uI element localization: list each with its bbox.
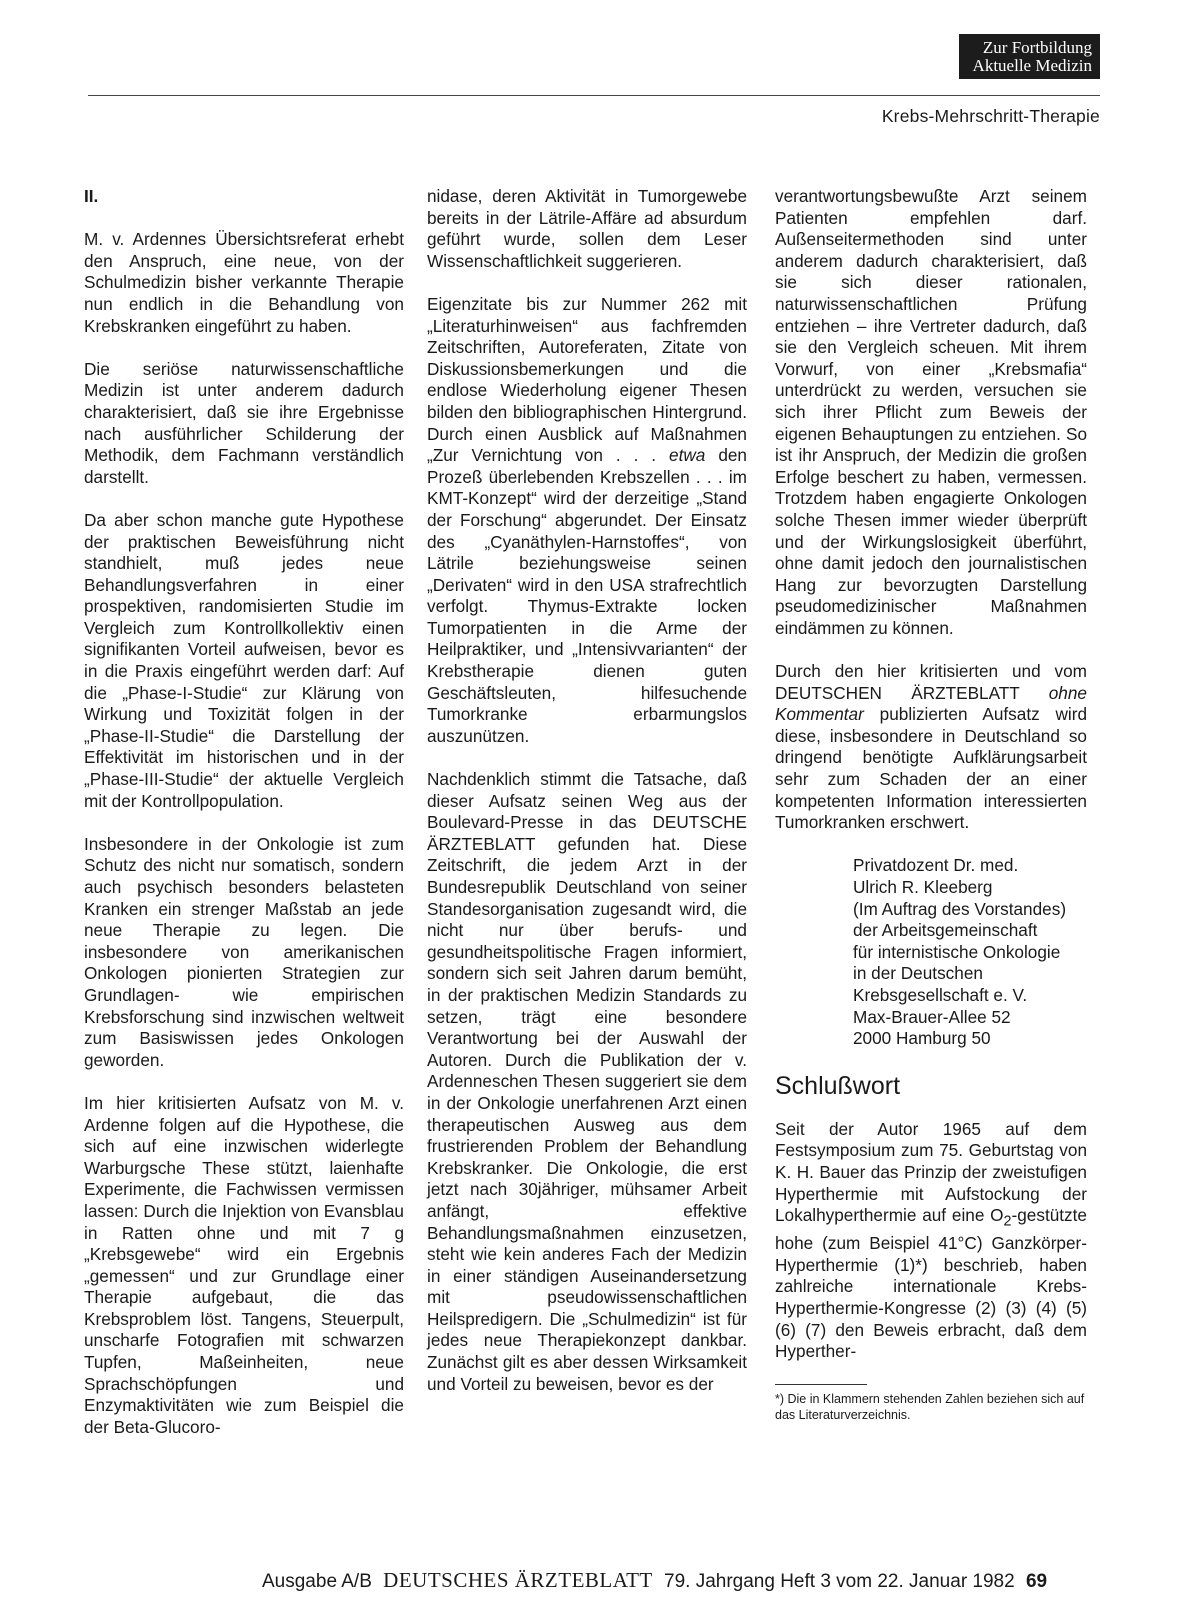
footnote-rule: [775, 1384, 867, 1385]
page-footer: [262, 1568, 1047, 1593]
edition-label: Ausgabe A/B: [262, 1571, 372, 1592]
section-tag-line-1: Zur Fortbildung: [982, 38, 1092, 57]
text-run: den Prozeß überlebenden Krebszellen . . . im KMT-Konzept“ wird der derzeitige „Stand der Forschung“ abgerundet. Der Einsatz des „Cyanäthylen-Harnstoffes“, von Lätrile beziehungsweise seinen „Derivaten“ wird in den USA strafrechtlich verfolgt. Thymus-Extrakte locken Tumorpatienten in die Arme der Heilpraktiker, und „Intensivvarianten“ der Krebstherapie dienen guten Geschäftsleuten, hilfesuchende Tumorkranke erbarmungslos auszunützen.: [427, 445, 747, 746]
paragraph: Nachdenklich stimmt die Tatsache, daß dieser Aufsatz seinen Weg aus der Boulevard-Presse in das DEUTSCHE ÄRZTEBLATT gefunden hat. Diese Zeitschrift, die jedem Arzt in der Bundesrepublik Deutschland von seiner Standesorganisation zugesandt wird, die nicht nur über berufs- und gesundheitspolitische Fragen informiert, sondern sich seit Jahren darum bemüht, in der praktischen Medizin Standards zu setzen, trägt eine besondere Verantwortung bei der Auswahl der Autoren. Durch die Publikation der v. Ardenneschen Thesen suggeriert sie dem in der Onkologie unerfahrenen Arzt einen therapeutischen Ausweg aus dem frustrierenden Problem der Behandlung Krebskranker. Die Onkologie, die erst jetzt nach 30jähriger, mühsamer Arbeit anfängt, effektive Behandlungsmaßnahmen einzusetzen, steht wie kein anderes Fach der Medizin in einer ständigen Auseinandersetzung mit pseudowissenschaftlichen Heilspredigern. Die „Schulmedizin“ ist für jedes neue Therapiekonzept dankbar. Zunächst gilt es aber dessen Wirksamkeit und Vorteil zu beweisen, bevor es der: [427, 769, 747, 1394]
paragraph: M. v. Ardennes Übersichtsreferat erhebt den Anspruch, eine neue, von der Schulmedizin bisher verkannte Therapie nun endlich in die Behandlung von Krebskranken eingeführt zu haben.: [84, 229, 404, 336]
signature-line: Krebsgesellschaft e. V.: [853, 984, 1028, 1005]
section-heading: II.: [84, 186, 99, 206]
text-run: publizierten Aufsatz wird diese, insbesondere in Deutschland so dringend benötigte Aufklärungsarbeit sehr zum Schaden der an einer kompetenten Information interessierten Tumorkranken erschwert.: [775, 704, 1087, 833]
paragraph: Da aber schon manche gute Hypothese der praktischen Beweisführung nicht standhielt, muß jedes neue Behandlungsverfahren in einer prospektiven, randomisierten Studie im Vergleich zum Kontrollkollektiv einen signifikanten Vorteil aufweisen, bevor es in die Praxis eingeführt werden darf: Auf die „Phase-I-Studie“ zur Klärung von Wirkung und Toxizität folgen in der „Phase-II-Studie“ die Darstellung der Effektivität im historischen und in der „Phase-III-Studie“ der aktuelle Vergleich mit der Kontrollpopulation.: [84, 509, 404, 811]
signature-line: Ulrich R. Kleeberg: [853, 877, 993, 897]
footnote-text: *) Die in Klammern stehenden Zahlen beziehen sich auf das Literaturverzeichnis.: [775, 1392, 1085, 1423]
paragraph: Die seriöse naturwissenschaftliche Medizin ist unter anderem dadurch charakterisiert, daß sie ihre Ergebnisse nach ausführlicher Schilderung der Methodik, dem Fachmann verständlich darstellt.: [84, 358, 404, 487]
signature-line: (Im Auftrag des Vorstandes): [853, 898, 1067, 919]
section-tag-line-2: Aktuelle Medizin: [972, 56, 1092, 75]
paragraph: Im hier kritisierten Aufsatz von M. v. Ardenne folgen auf die Hypothese, die sich auf eine inzwischen widerlegte Warburgsche These stützt, laienhafte Experimente, die Fachwissen vermissen lassen: Durch die Injektion von Evansblau in Ratten ohne und mit 7 g „Krebsgewebe“ wird ein Ergebnis „gemessen“ und zur Grundlage einer Therapie aufgebaut, die das Krebsproblem löst. Tangens, Steuerpult, unscharfe Fotografien mit schwarzen Tupfen, Maßeinheiten, neue Sprachschöpfungen und Enzymaktivitäten wie zum Beispiel die der Beta-Glucoro-: [84, 1092, 404, 1437]
section-tag: [959, 34, 1100, 79]
text-run: Eigenzitate bis zur Nummer 262 mit „Literaturhinweisen“ aus fachfremden Zeitschriften, Autoreferaten, Zitate von Diskussionsbemerkungen und die endlose Wiederholung eigener Thesen bilden den bibliographischen Hintergrund. Durch einen Ausblick auf Maßnahmen „Zur Vernichtung von . . .: [427, 293, 747, 466]
emphasis: ohne Kommentar: [775, 682, 1087, 725]
signature-line: in der Deutschen: [853, 963, 983, 984]
text-run: -gestützte hohe (zum Beispiel 41°C) Ganzkörper-Hyperthermie (1)*) beschrieb, haben zahlreiche internationale Krebs-Hyperthermie-Kongresse (2) (3) (4) (5) (6) (7) den Beweis erbracht, daß dem Hyperther-: [775, 1205, 1087, 1362]
column-3: [775, 186, 1087, 1423]
signature-line: 2000 Hamburg 50: [853, 1028, 991, 1049]
column-1: [84, 186, 404, 1460]
paragraph: nidase, deren Aktivität in Tumorgewebe bereits in der Lätrile-Affäre ad absurdum geführt wurde, sollen dem Leser Wissenschaftlichkeit suggerieren.: [427, 186, 747, 271]
subscript: 2: [1003, 1213, 1012, 1230]
paragraph: verantwortungsbewußte Arzt seinem Patienten empfehlen darf. Außenseitermethoden sind unter anderem dadurch charakterisiert, daß sie sich dieser rationalen, naturwissenschaftlichen Prüfung entziehen – ihre Vertreter dadurch, daß sie den Vergleich scheuen. Mit ihrem Vorwurf, von einer „Krebsmafia“ unterdrückt zu werden, versuchen sie sich ihrer Pflicht zum Beweis der eigenen Behauptungen zu entziehen. So ist ihr Anspruch, der Medizin die großen Erfolge beschert zu haben, vermessen. Trotzdem haben engagierte Onkologen solche Thesen immer wieder überprüft und der Wirkungslosigkeit überführt, ohne damit jedoch den journalistischen Hang zur bevorzugten Darstellung pseudomedizinischer Maßnahmen eindämmen zu können.: [775, 186, 1087, 638]
author-signature: [853, 855, 1087, 1049]
signature-line: Privatdozent Dr. med.: [853, 855, 1019, 876]
paragraph: [427, 294, 747, 747]
emphasis: etwa: [669, 445, 706, 466]
running-head: Krebs-Mehrschritt-Therapie: [881, 106, 1100, 126]
signature-line: Max-Brauer-Allee 52: [853, 1006, 1011, 1027]
text-run: Durch den hier kritisierten und vom DEUTSCHEN ÄRZTEBLATT: [775, 661, 1087, 703]
issue-info: 79. Jahrgang Heft 3 vom 22. Januar 1982: [664, 1571, 1015, 1592]
paragraph: Insbesondere in der Onkologie ist zum Schutz des nicht nur somatisch, sondern auch psychisch besonders belasteten Kranken ein strenger Maßstab an jede neue Therapie zu legen. Die insbesondere von amerikanischen Onkologen pionierten Strategien zur Grundlagen- wie empirischen Krebsforschung sind inzwischen weltweit zum Basiswissen jedes Onkologen geworden.: [84, 833, 404, 1070]
page-number: 69: [1025, 1571, 1048, 1592]
closing-word-heading: Schlußwort: [775, 1071, 901, 1100]
signature-line: der Arbeitsgemeinschaft: [853, 920, 1038, 941]
paragraph: [775, 1119, 1087, 1363]
signature-line: für internistische Onkologie: [853, 941, 1061, 962]
journal-name: DEUTSCHES ÄRZTEBLATT: [383, 1568, 653, 1592]
header-rule: [88, 95, 1100, 96]
footnote: [775, 1391, 1087, 1423]
column-2: [427, 186, 747, 1417]
text-run: Seit der Autor 1965 auf dem Festsymposium zum 75. Geburtstag von K. H. Bauer das Prinzip der zweistufigen Hyperthermie mit Aufstockung der Lokalhyperthermie auf eine O: [775, 1118, 1087, 1226]
paragraph: [775, 661, 1087, 834]
